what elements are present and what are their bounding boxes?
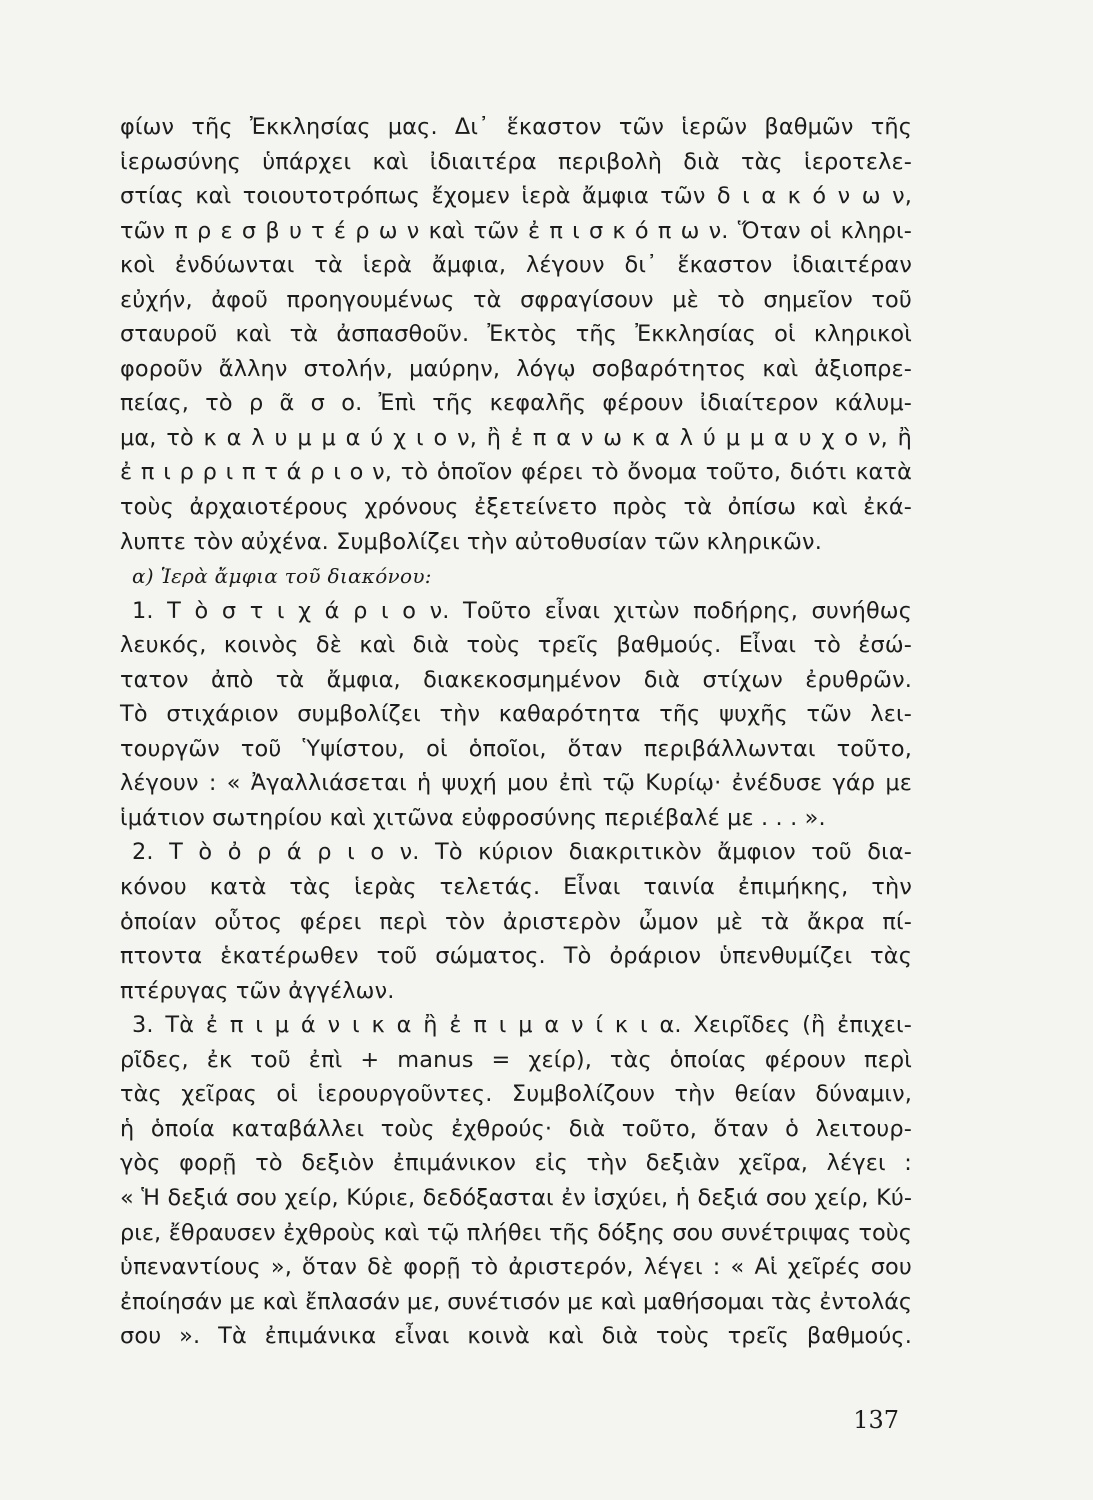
text-line: φοροῦν ἄλλην στολήν, μαύρην, λόγῳ σοβαρότητος καὶ ἀξιοπρε-: [120, 355, 912, 382]
text-line: 1. Τ ὸ σ τ ι χ ά ρ ι ο ν. Τοῦτο εἶναι χιτὼν ποδήρης, συνήθως: [132, 597, 912, 624]
text-line: Τὸ στιχάριον συμβολίζει τὴν καθαρότητα τῆς ψυχῆς τῶν λει-: [120, 701, 912, 728]
text-line: τοὺς ἀρχαιοτέρους χρόνους ἐξετείνετο πρὸς τὰ ὀπίσω καὶ ἐκά-: [120, 494, 912, 521]
text-line: ἱμάτιον σωτηρίου καὶ χιτῶνα εὐφροσύνης περιέβαλέ με . . . ».: [120, 804, 826, 831]
text-line: ἐ π ι ρ ρ ι π τ ά ρ ι ο ν, τὸ ὁποῖον φέρει τὸ ὄνομα τοῦτο, διότι κατὰ: [120, 459, 912, 486]
text-line: ὑπεναντίους », ὅταν δὲ φορῇ τὸ ἀριστερόν, λέγει : « Αἱ χεῖρές σου: [120, 1254, 912, 1281]
text-line: 2. Τ ὸ ὀ ρ ά ρ ι ο ν. Τὸ κύριον διακριτικὸν ἄμφιον τοῦ δια-: [132, 839, 912, 866]
text-line: κοὶ ἐνδύωνται τὰ ἱερὰ ἄμφια, λέγουν δι᾽ ἕκαστον ἰδιαιτέραν: [120, 252, 912, 279]
text-line: τῶν π ρ ε σ β υ τ έ ρ ω ν καὶ τῶν ἐ π ι σ κ ό π ω ν. Ὅταν οἱ κληρι-: [120, 217, 912, 244]
text-line: πτέρυγας τῶν ἀγγέλων.: [120, 977, 395, 1004]
text-line: ὁποίαν οὗτος φέρει περὶ τὸν ἀριστερὸν ὦμον μὲ τὰ ἄκρα πί-: [120, 908, 912, 935]
section-heading: α) Ἱερὰ ἄμφια τοῦ διακόνου:: [132, 564, 432, 589]
text-line: μα, τὸ κ α λ υ μ μ α ύ χ ι ο ν, ἢ ἐ π α ν ω κ α λ ύ μ μ α υ χ ο ν, ἢ: [120, 424, 912, 451]
text-line: σου ». Τὰ ἐπιμάνικα εἶναι κοινὰ καὶ διὰ τοὺς τρεῖς βαθμούς.: [120, 1323, 912, 1350]
text-line: εὐχήν, ἀφοῦ προηγουμένως τὰ σφραγίσουν μὲ τὸ σημεῖον τοῦ: [120, 286, 912, 313]
text-line: γὸς φορῇ τὸ δεξιὸν ἐπιμάνικον εἰς τὴν δεξιὰν χεῖρα, λέγει :: [120, 1150, 912, 1177]
text-line: ἡ ὁποία καταβάλλει τοὺς ἐχθρούς· διὰ τοῦτο, ὅταν ὁ λειτουρ-: [120, 1115, 912, 1142]
text-line: στίας καὶ τοιουτοτρόπως ἔχομεν ἱερὰ ἄμφια τῶν δ ι α κ ό ν ω ν,: [120, 183, 912, 210]
text-line: ἐποίησάν με καὶ ἔπλασάν με, συνέτισόν με καὶ μαθήσομαι τὰς ἐντολάς: [120, 1288, 912, 1315]
page-number: 137: [853, 1406, 899, 1434]
page-body: [120, 110, 912, 1354]
text-line: « Ἡ δεξιά σου χείρ, Κύριε, δεδόξασται ἐν ἰσχύει, ἡ δεξιά σου χείρ, Κύ-: [120, 1184, 912, 1211]
text-line: ρῖδες, ἐκ τοῦ ἐπὶ + manus = χείρ), τὰς ὁποίας φέρουν περὶ: [120, 1046, 912, 1073]
text-line: λυπτε τὸν αὐχένα. Συμβολίζει τὴν αὐτοθυσίαν τῶν κληρικῶν.: [120, 528, 822, 555]
text-line: 3. Τὰ ἐ π ι μ ά ν ι κ α ἢ ἐ π ι μ α ν ί κ ι α. Χειρῖδες (ἢ ἐπιχει-: [132, 1012, 912, 1039]
text-line: λέγουν : « Ἀγαλλιάσεται ἡ ψυχή μου ἐπὶ τῷ Κυρίῳ· ἐνέδυσε γάρ με: [120, 770, 912, 797]
text-line: ριε, ἔθραυσεν ἐχθροὺς καὶ τῷ πλήθει τῆς δόξης σου συνέτριψας τοὺς: [120, 1219, 912, 1246]
text-line: λευκός, κοινὸς δὲ καὶ διὰ τοὺς τρεῖς βαθμούς. Εἶναι τὸ ἐσώ-: [120, 632, 912, 659]
text-line: σταυροῦ καὶ τὰ ἀσπασθοῦν. Ἐκτὸς τῆς Ἐκκλησίας οἱ κληρικοὶ: [120, 321, 912, 348]
text-line: πείας, τὸ ρ ᾶ σ ο. Ἐπὶ τῆς κεφαλῆς φέρουν ἰδιαίτερον κάλυμ-: [120, 390, 912, 417]
text-line: πτοντα ἑκατέρωθεν τοῦ σώματος. Τὸ ὀράριον ὑπενθυμίζει τὰς: [120, 943, 912, 970]
text-line: τατον ἀπὸ τὰ ἄμφια, διακεκοσμημένον διὰ στίχων ἐρυθρῶν.: [120, 666, 912, 693]
text-line: τουργῶν τοῦ Ὑψίστου, οἱ ὁποῖοι, ὅταν περιβάλλωνται τοῦτο,: [120, 735, 912, 762]
text-line: τὰς χεῖρας οἱ ἱερουργοῦντες. Συμβολίζουν τὴν θείαν δύναμιν,: [120, 1081, 912, 1108]
text-line: φίων τῆς Ἐκκλησίας μας. Δι᾽ ἕκαστον τῶν ἱερῶν βαθμῶν τῆς: [120, 114, 912, 140]
text-line: κόνου κατὰ τὰς ἱερὰς τελετάς. Εἶναι ταινία ἐπιμήκης, τὴν: [120, 874, 912, 901]
text-line: ἱερωσύνης ὑπάρχει καὶ ἰδιαιτέρα περιβολὴ διὰ τὰς ἱεροτελε-: [120, 148, 912, 175]
